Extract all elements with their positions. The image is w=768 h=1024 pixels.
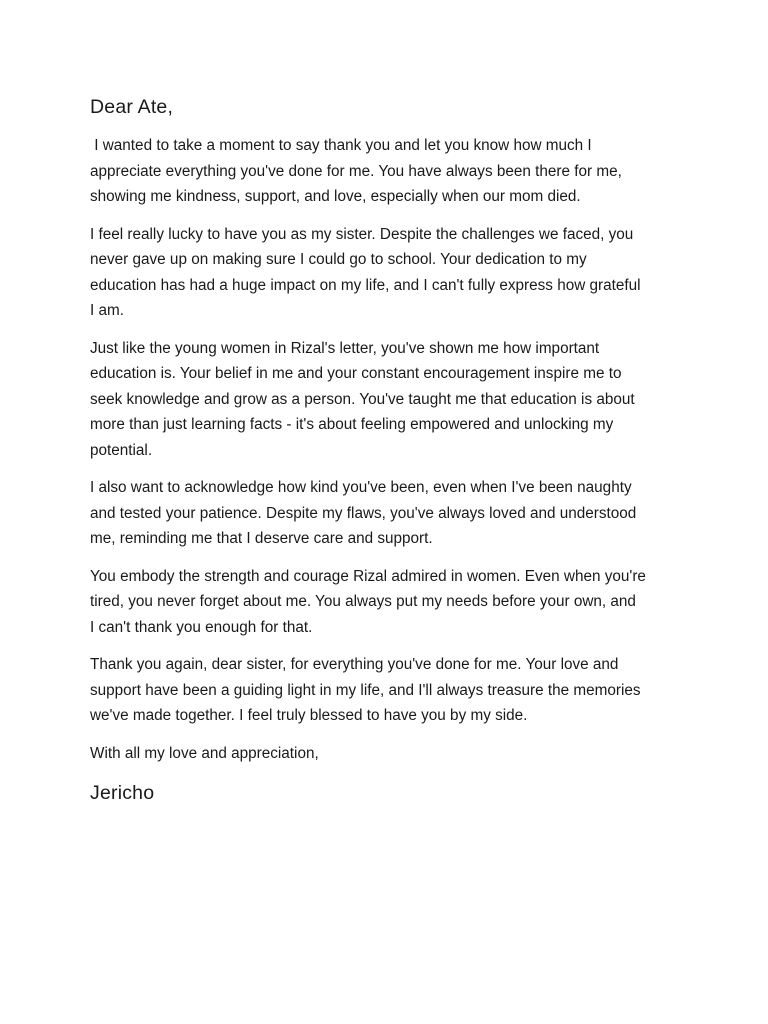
letter-paragraph: Just like the young women in Rizal's letter, you've shown me how important education is. Your belief in me and your constant encouragement inspire me to seek knowledge and grow as a person. You've taught me that education is about more than just learning facts - it's about feeling empowered and unlocking my potential.	[90, 339, 635, 459]
letter-body	[90, 92, 690, 808]
letter-closing: With all my love and appreciation,	[90, 744, 319, 762]
letter-paragraph: I wanted to take a moment to say thank you and let you know how much I appreciate everything you've done for me. You have always been there for me, showing me kindness, support, and love, especially when our mom died.	[90, 137, 622, 205]
letter-paragraph: I also want to acknowledge how kind you've been, even when I've been naughty and tested your patience. Despite my flaws, you've always loved and understood me, reminding me that I deserve care and support.	[90, 479, 637, 547]
letter-signature: Jericho	[90, 782, 155, 804]
letter-greeting: Dear Ate,	[90, 96, 174, 118]
letter-paragraph: I feel really lucky to have you as my sister. Despite the challenges we faced, you never gave up on making sure I could go to school. Your dedication to my education has had a huge impact on my life, and I can't fully express how grateful I am.	[90, 225, 641, 319]
letter-paragraph: Thank you again, dear sister, for everything you've done for me. Your love and support have been a guiding light in my life, and I'll always treasure the memories we've made together. I feel truly blessed to have you by my side.	[90, 656, 641, 724]
letter-paragraph: You embody the strength and courage Rizal admired in women. Even when you're tired, you never forget about me. You always put my needs before your own, and I can't thank you enough for that.	[90, 567, 646, 636]
